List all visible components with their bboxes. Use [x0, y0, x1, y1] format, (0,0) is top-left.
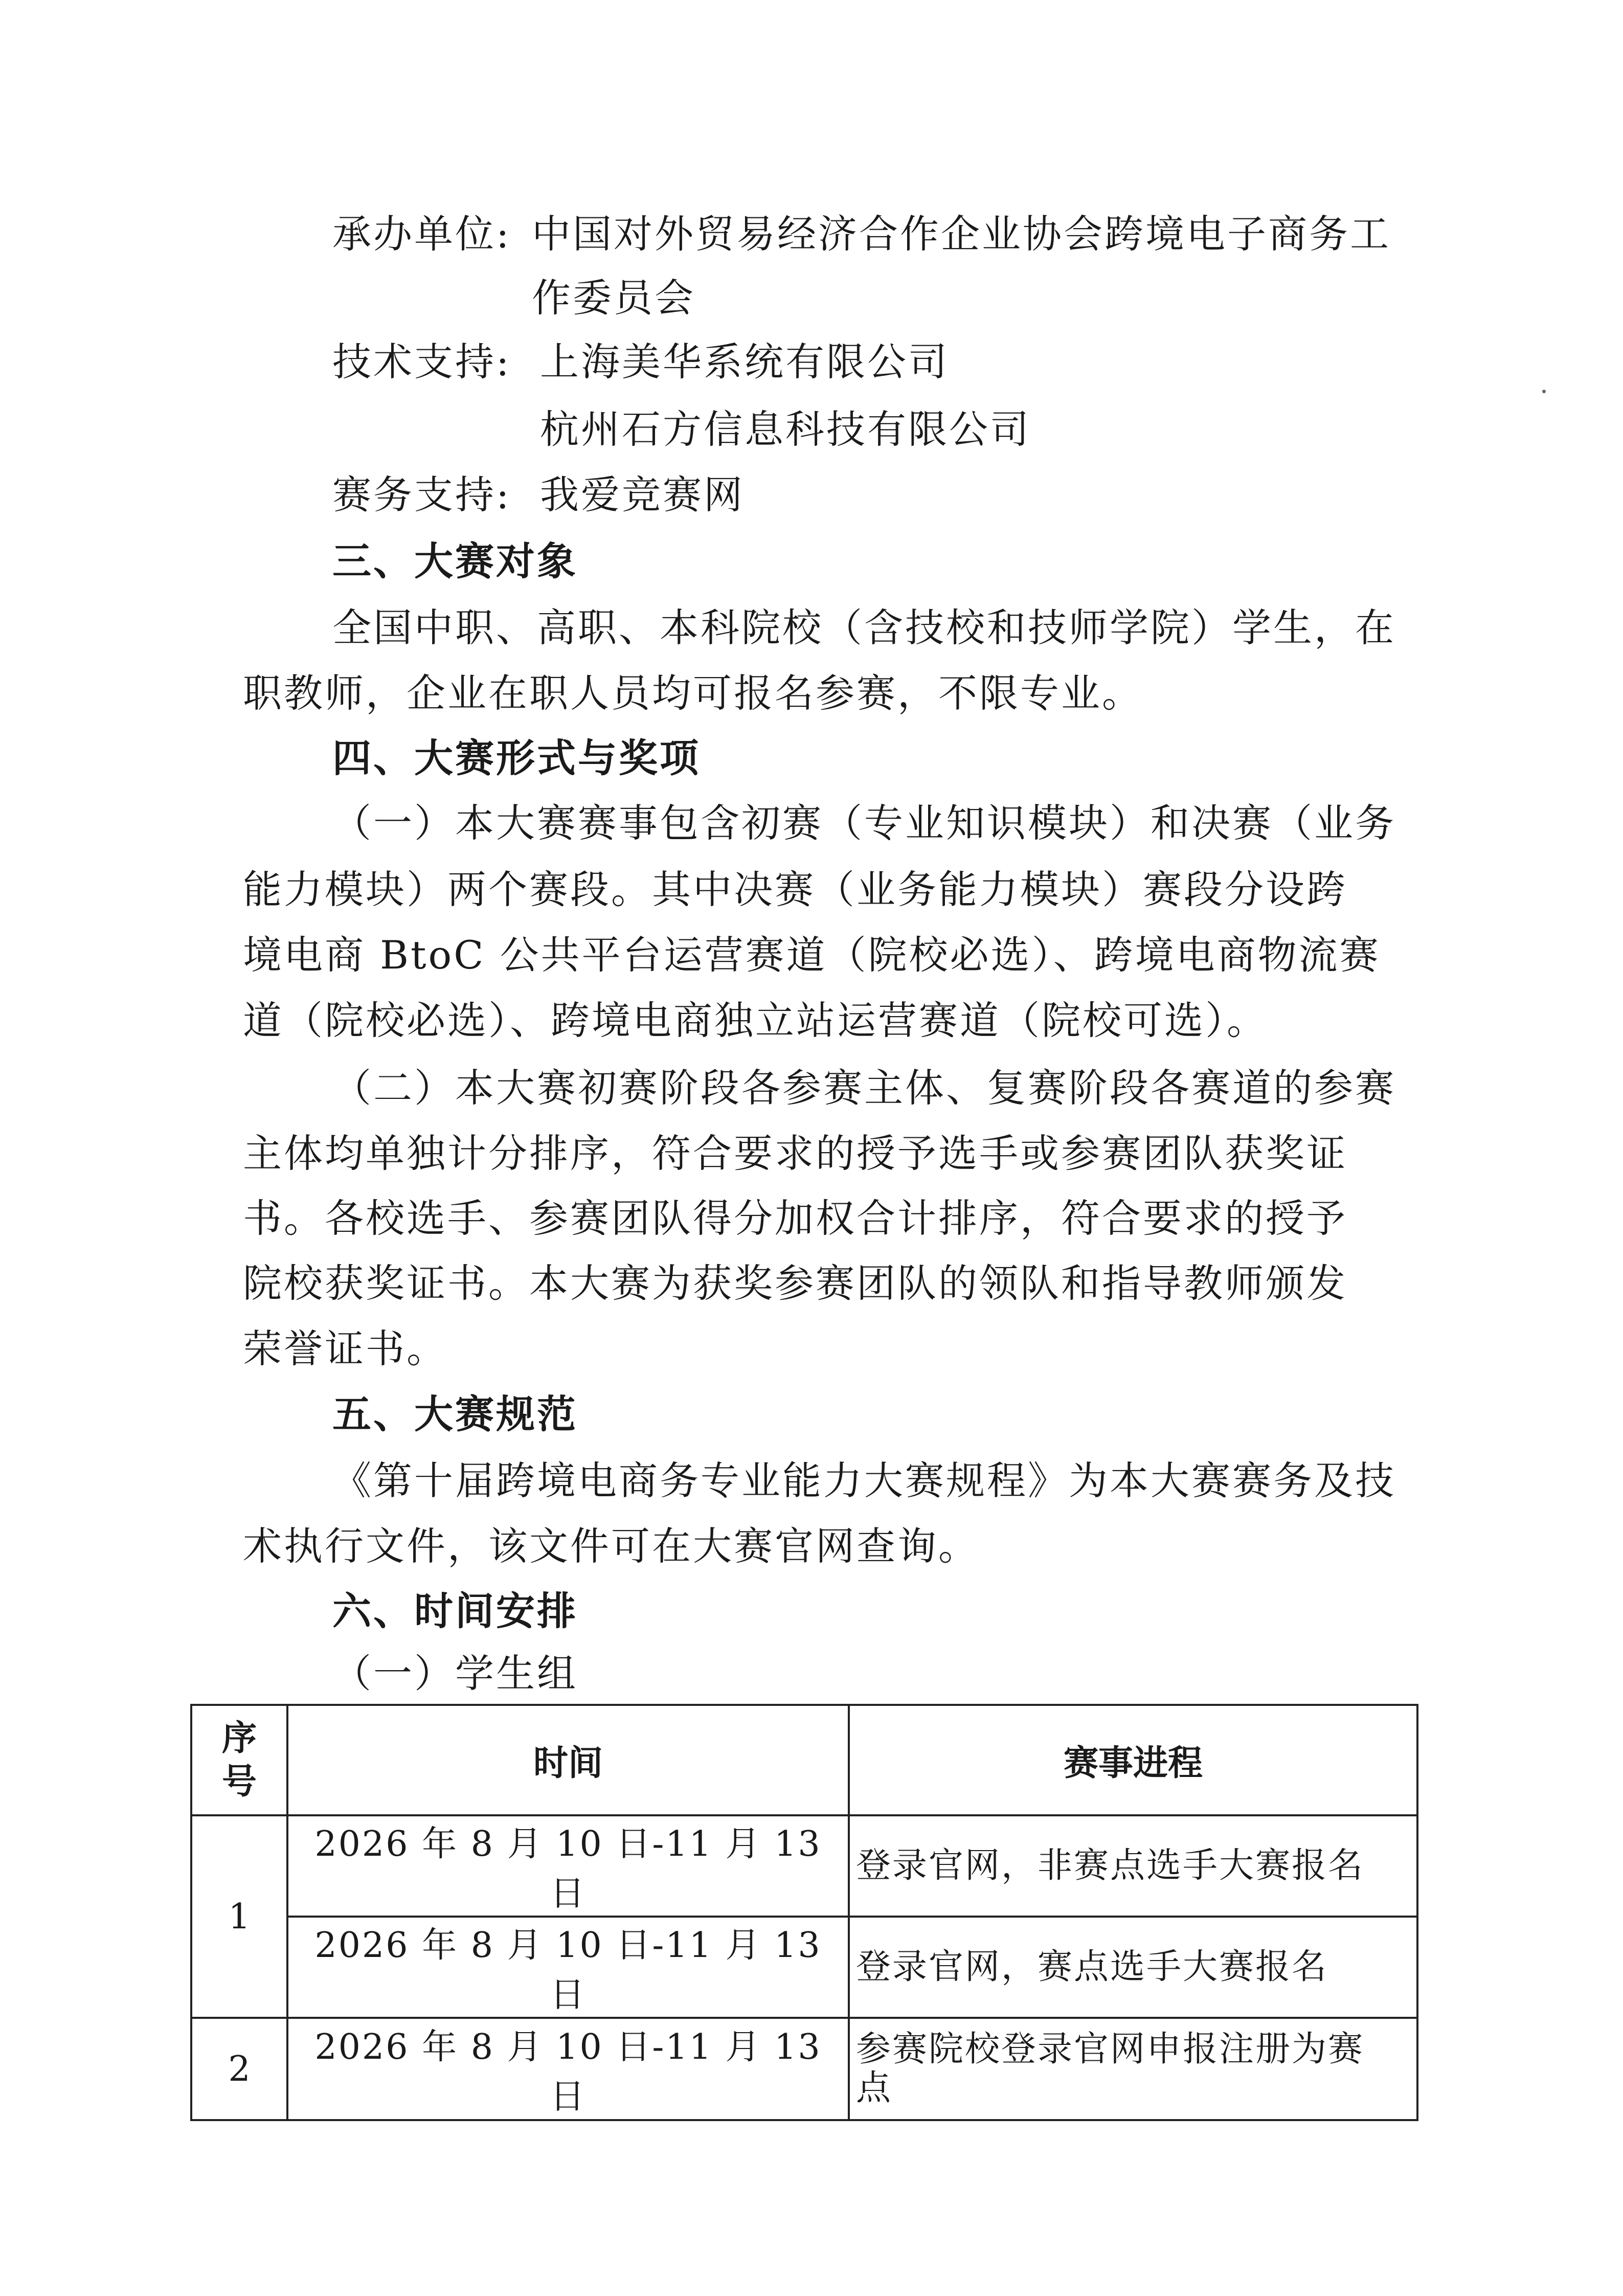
- table-row: [191, 1917, 1417, 2018]
- tech-label: 技术支持:: [332, 339, 511, 385]
- host-line-2: 作委员会: [532, 275, 695, 321]
- header-no-line-2: 号: [221, 1762, 257, 1802]
- section3-heading: 三、大赛对象: [332, 538, 578, 584]
- section4-p1-line-1: （一）本大赛赛事包含初赛（专业知识模块）和决赛（业务: [332, 800, 1396, 846]
- host-label: 承办单位:: [332, 211, 511, 257]
- service-line-1: 我爱竞赛网: [540, 472, 745, 517]
- section5-para-line-1: 《第十届跨境电商务专业能力大赛规程》为本大赛赛务及技: [332, 1458, 1396, 1503]
- header-no: [191, 1705, 287, 1815]
- section4-p2-line-1: （二）本大赛初赛阶段各参赛主体、复赛阶段各赛道的参赛: [332, 1065, 1396, 1111]
- row-no: 1: [191, 1815, 287, 2018]
- row-progress-line-2: 点: [856, 2068, 893, 2108]
- section3-para-line-1: 全国中职、高职、本科院校（含技校和技师学院）学生，在: [332, 605, 1396, 650]
- service-label: 赛务支持:: [332, 472, 511, 517]
- section4-p1-line-4: 道（院校必选）、跨境电商独立站运营赛道（院校可选）。: [243, 998, 1268, 1043]
- tech-line-2: 杭州石方信息科技有限公司: [540, 407, 1031, 452]
- table-header-row: [191, 1705, 1417, 1815]
- tech-line-1: 上海美华系统有限公司: [540, 339, 949, 385]
- section5-para-line-2: 术执行文件，该文件可在大赛官网查询。: [243, 1523, 979, 1569]
- schedule-table: [190, 1704, 1418, 2121]
- section4-p1-line-3: 境电商 BtoC 公共平台运营赛道（院校必选）、跨境电商物流赛: [243, 932, 1381, 978]
- scan-speck: [1542, 390, 1546, 393]
- host-line-1: 中国对外贸易经济合作企业协会跨境电子商务工: [532, 211, 1391, 257]
- table-row: [191, 2018, 1417, 2120]
- section3-para-line-2: 职教师，企业在职人员均可报名参赛，不限专业。: [243, 670, 1143, 716]
- table-row: [191, 1815, 1417, 1917]
- section6-sub-heading: （一）学生组: [332, 1651, 578, 1696]
- row-progress: 登录官网，非赛点选手大赛报名: [849, 1815, 1417, 1917]
- section6-heading: 六、时间安排: [332, 1588, 578, 1634]
- row-time: 2026 年 8 月 10 日-11 月 13 日: [287, 1815, 849, 1917]
- section4-p2-line-4: 院校获奖证书。本大赛为获奖参赛团队的领队和指导教师颁发: [243, 1260, 1347, 1306]
- section5-heading: 五、大赛规范: [332, 1391, 578, 1437]
- header-no-line-1: 序: [221, 1718, 257, 1759]
- header-progress: 赛事进程: [849, 1705, 1417, 1815]
- row-progress: [849, 2018, 1417, 2120]
- section4-p2-line-3: 书。各校选手、参赛团队得分加权合计排序，符合要求的授予: [243, 1196, 1347, 1241]
- row-no: 2: [191, 2018, 287, 2120]
- row-progress: 登录官网，赛点选手大赛报名: [849, 1917, 1417, 2018]
- row-time: 2026 年 8 月 10 日-11 月 13 日: [287, 1917, 849, 2018]
- section4-heading: 四、大赛形式与奖项: [332, 735, 701, 781]
- row-time: 2026 年 8 月 10 日-11 月 13 日: [287, 2018, 849, 2120]
- section4-p2-line-5: 荣誉证书。: [243, 1326, 447, 1371]
- row-progress-line-1: 参赛院校登录官网申报注册为赛: [856, 2029, 1365, 2069]
- section4-p1-line-2: 能力模块）两个赛段。其中决赛（业务能力模块）赛段分设跨: [243, 867, 1347, 912]
- section4-p2-line-2: 主体均单独计分排序，符合要求的授予选手或参赛团队获奖证: [243, 1131, 1347, 1176]
- header-time: 时间: [287, 1705, 849, 1815]
